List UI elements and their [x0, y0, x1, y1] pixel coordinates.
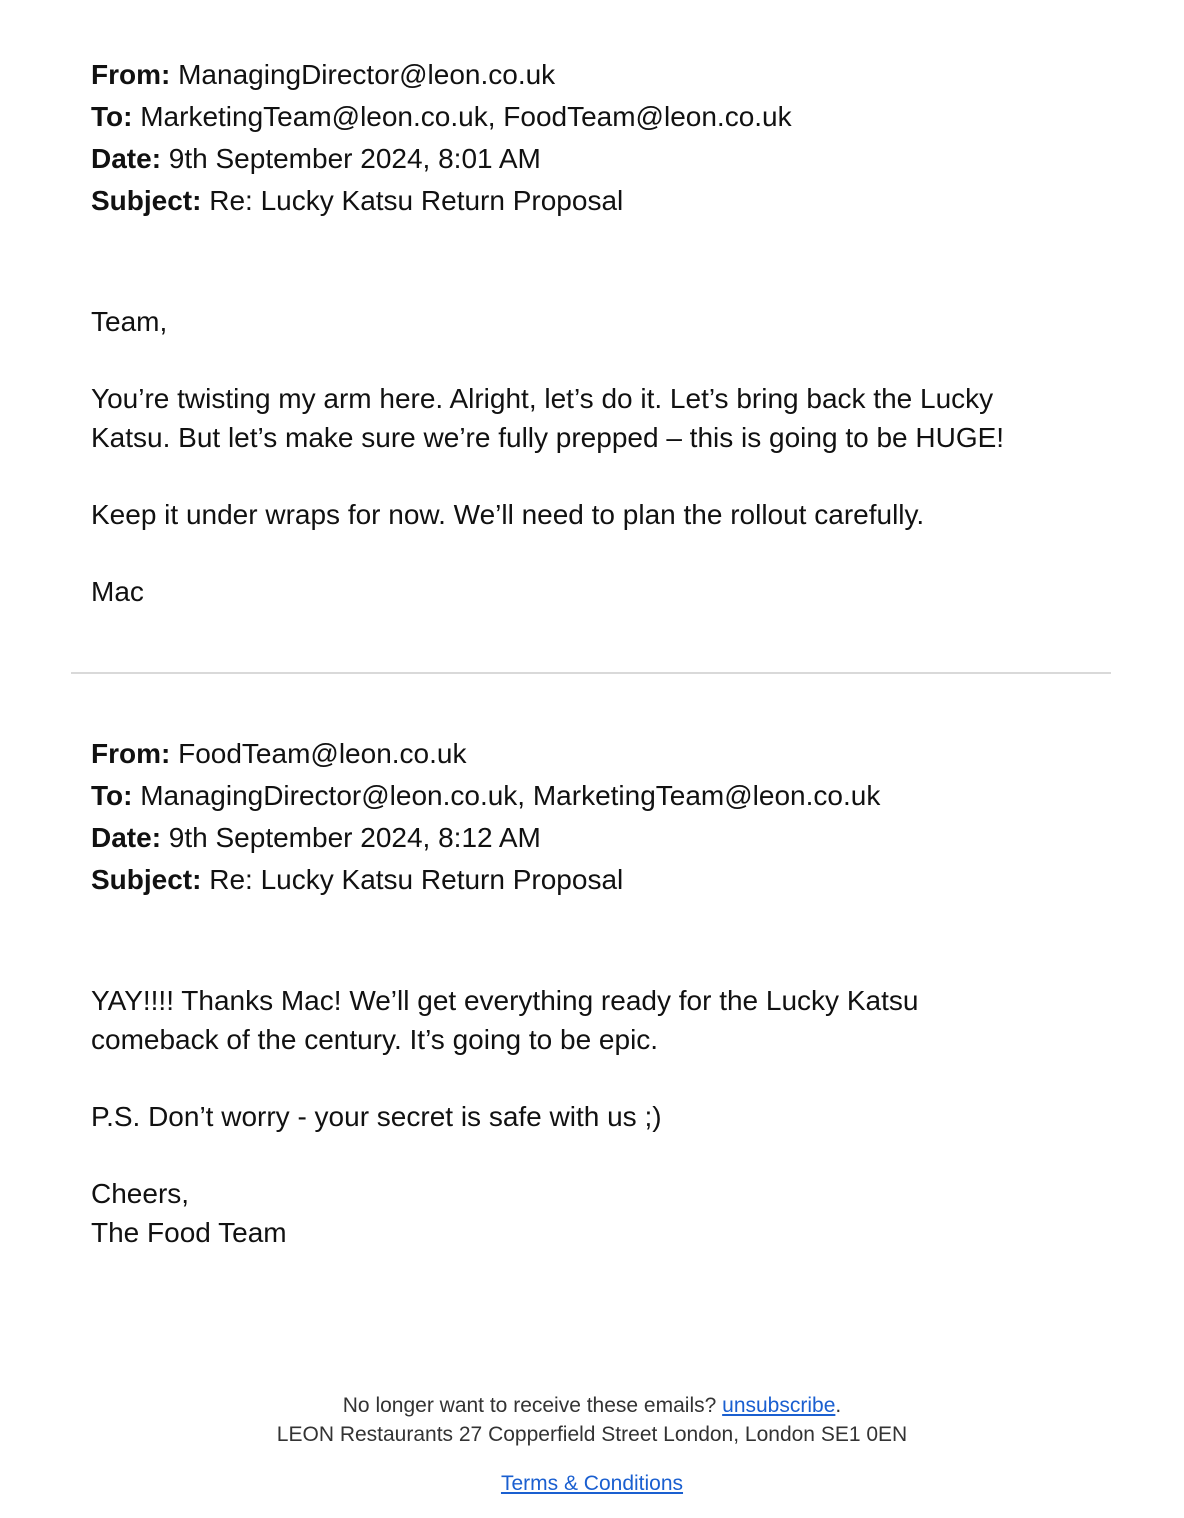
footer-links	[0, 1469, 1184, 1498]
email-2-header	[91, 733, 1101, 901]
email-1-greeting: Team,	[91, 306, 168, 337]
email-2-to	[91, 775, 1101, 817]
subject-value: Re: Lucky Katsu Return Proposal	[209, 185, 624, 216]
email-1-body	[91, 302, 1101, 341]
date-value: 9th September 2024, 8:01 AM	[168, 143, 541, 174]
unsubscribe-line	[0, 1391, 1184, 1420]
email-1-paragraph-2	[91, 495, 1101, 534]
to-label: To:	[91, 101, 133, 132]
email-divider	[71, 672, 1111, 674]
to-label: To:	[91, 780, 133, 811]
to-addresses: ManagingDirector@leon.co.uk, MarketingTeam@leon.co.uk	[140, 780, 881, 811]
terms-conditions-link[interactable]: Terms & Conditions	[500, 1472, 684, 1495]
email-1-signature: Mac	[91, 576, 144, 607]
email-1-date	[91, 138, 1101, 180]
email-2-signature: The Food Team	[91, 1217, 287, 1248]
email-1-body-line-2: Katsu. But let’s make sure we’re fully prepped – this is going to be HUGE!	[91, 422, 1005, 453]
from-label: From:	[91, 738, 171, 769]
from-label: From:	[91, 59, 171, 90]
email-1-paragraph-1	[91, 379, 1101, 457]
subject-label: Subject:	[91, 864, 202, 895]
email-1-from	[91, 54, 1101, 96]
unsubscribe-link[interactable]: unsubscribe	[722, 1394, 836, 1417]
email-2-postscript: P.S. Don’t worry - your secret is safe with us ;)	[91, 1101, 662, 1132]
unsubscribe-suffix: .	[835, 1394, 842, 1417]
email-2-date	[91, 817, 1101, 859]
email-1-signature-block	[91, 572, 1101, 611]
from-address: ManagingDirector@leon.co.uk	[178, 59, 556, 90]
email-2-body-line-1: YAY!!!! Thanks Mac! We’ll get everything ready for the Lucky Katsu	[91, 985, 919, 1016]
date-label: Date:	[91, 143, 162, 174]
date-label: Date:	[91, 822, 162, 853]
email-2-paragraph-1	[91, 981, 1101, 1059]
date-value: 9th September 2024, 8:12 AM	[168, 822, 541, 853]
email-2-from	[91, 733, 1101, 775]
subject-label: Subject:	[91, 185, 202, 216]
email-1-subject	[91, 180, 1101, 222]
email-1-header	[91, 54, 1101, 222]
email-2-body-line-2: comeback of the century. It’s going to be epic.	[91, 1024, 659, 1055]
to-addresses: MarketingTeam@leon.co.uk, FoodTeam@leon.co.uk	[140, 101, 792, 132]
email-1-body-line-1: You’re twisting my arm here. Alright, let’s do it. Let’s bring back the Lucky	[91, 383, 994, 414]
email-2-signoff	[91, 1174, 1101, 1252]
email-2-closing: Cheers,	[91, 1178, 190, 1209]
subject-value: Re: Lucky Katsu Return Proposal	[209, 864, 624, 895]
from-address: FoodTeam@leon.co.uk	[178, 738, 467, 769]
footer	[0, 1391, 1184, 1449]
email-2-paragraph-2	[91, 1097, 1101, 1136]
email-1-to	[91, 96, 1101, 138]
email-2-subject	[91, 859, 1101, 901]
email-1-body-paragraph: Keep it under wraps for now. We’ll need to plan the rollout carefully.	[91, 499, 925, 530]
company-address: LEON Restaurants 27 Copperfield Street London, London SE1 0EN	[276, 1423, 908, 1446]
unsubscribe-prompt: No longer want to receive these emails?	[342, 1394, 717, 1417]
